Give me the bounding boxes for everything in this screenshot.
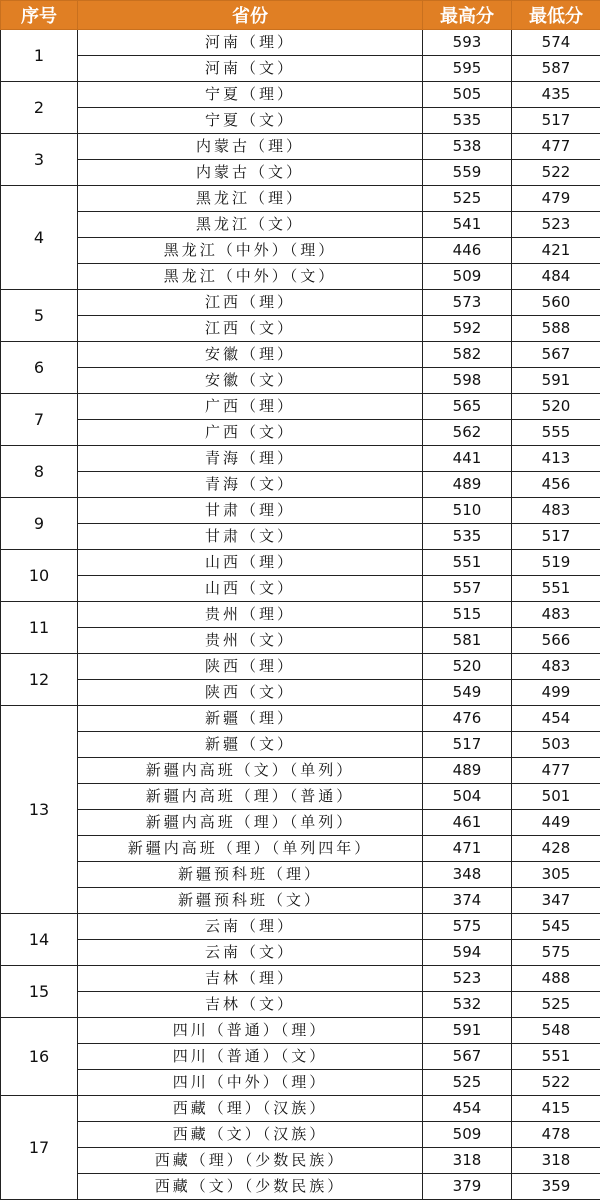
province-cell: 安徽（理） bbox=[78, 342, 423, 368]
max-score-cell: 592 bbox=[423, 316, 512, 342]
province-cell: 新疆内高班（理）（单列四年） bbox=[78, 836, 423, 862]
table-row bbox=[1, 420, 600, 446]
max-score-cell: 538 bbox=[423, 134, 512, 160]
province-cell: 新疆内高班（文）（单列） bbox=[78, 758, 423, 784]
max-score-cell: 582 bbox=[423, 342, 512, 368]
max-score-cell: 515 bbox=[423, 602, 512, 628]
max-score-cell: 549 bbox=[423, 680, 512, 706]
max-score-cell: 348 bbox=[423, 862, 512, 888]
min-score-cell: 551 bbox=[512, 1044, 600, 1070]
max-score-cell: 591 bbox=[423, 1018, 512, 1044]
min-score-cell: 591 bbox=[512, 368, 600, 394]
min-score-cell: 555 bbox=[512, 420, 600, 446]
max-score-cell: 541 bbox=[423, 212, 512, 238]
table-row bbox=[1, 134, 600, 160]
table-row bbox=[1, 108, 600, 134]
province-cell: 青海（理） bbox=[78, 446, 423, 472]
table-row bbox=[1, 212, 600, 238]
min-score-cell: 483 bbox=[512, 498, 600, 524]
min-score-cell: 566 bbox=[512, 628, 600, 654]
table-row bbox=[1, 1148, 600, 1174]
table-row bbox=[1, 758, 600, 784]
max-score-cell: 379 bbox=[423, 1174, 512, 1200]
max-score-cell: 505 bbox=[423, 82, 512, 108]
province-cell: 四川（普通）（文） bbox=[78, 1044, 423, 1070]
row-index-cell: 6 bbox=[1, 342, 78, 394]
province-cell: 黑龙江（中外）（文） bbox=[78, 264, 423, 290]
table-row bbox=[1, 524, 600, 550]
max-score-cell: 525 bbox=[423, 1070, 512, 1096]
min-score-cell: 587 bbox=[512, 56, 600, 82]
min-score-cell: 347 bbox=[512, 888, 600, 914]
min-score-cell: 305 bbox=[512, 862, 600, 888]
min-score-cell: 501 bbox=[512, 784, 600, 810]
header-row bbox=[1, 1, 600, 30]
row-index-cell: 2 bbox=[1, 82, 78, 134]
header-min-score: 最低分 bbox=[512, 1, 600, 30]
max-score-cell: 581 bbox=[423, 628, 512, 654]
min-score-cell: 449 bbox=[512, 810, 600, 836]
row-index-cell: 5 bbox=[1, 290, 78, 342]
table-row bbox=[1, 576, 600, 602]
min-score-cell: 503 bbox=[512, 732, 600, 758]
min-score-cell: 548 bbox=[512, 1018, 600, 1044]
province-cell: 贵州（理） bbox=[78, 602, 423, 628]
min-score-cell: 560 bbox=[512, 290, 600, 316]
row-index-cell: 16 bbox=[1, 1018, 78, 1096]
max-score-cell: 441 bbox=[423, 446, 512, 472]
table-row bbox=[1, 940, 600, 966]
province-cell: 江西（理） bbox=[78, 290, 423, 316]
min-score-cell: 522 bbox=[512, 160, 600, 186]
max-score-cell: 535 bbox=[423, 108, 512, 134]
table-row bbox=[1, 810, 600, 836]
province-cell: 云南（理） bbox=[78, 914, 423, 940]
min-score-cell: 488 bbox=[512, 966, 600, 992]
min-score-cell: 575 bbox=[512, 940, 600, 966]
min-score-cell: 551 bbox=[512, 576, 600, 602]
min-score-cell: 517 bbox=[512, 108, 600, 134]
row-index-cell: 17 bbox=[1, 1096, 78, 1200]
province-cell: 内蒙古（理） bbox=[78, 134, 423, 160]
min-score-cell: 517 bbox=[512, 524, 600, 550]
table-row bbox=[1, 238, 600, 264]
table-row bbox=[1, 1070, 600, 1096]
max-score-cell: 520 bbox=[423, 654, 512, 680]
max-score-cell: 594 bbox=[423, 940, 512, 966]
min-score-cell: 477 bbox=[512, 758, 600, 784]
min-score-cell: 545 bbox=[512, 914, 600, 940]
province-cell: 西藏（文）（少数民族） bbox=[78, 1174, 423, 1200]
max-score-cell: 575 bbox=[423, 914, 512, 940]
province-cell: 黑龙江（中外）（理） bbox=[78, 238, 423, 264]
max-score-cell: 476 bbox=[423, 706, 512, 732]
province-cell: 广西（文） bbox=[78, 420, 423, 446]
province-cell: 宁夏（理） bbox=[78, 82, 423, 108]
max-score-cell: 535 bbox=[423, 524, 512, 550]
province-cell: 广西（理） bbox=[78, 394, 423, 420]
table-row bbox=[1, 290, 600, 316]
province-cell: 吉林（理） bbox=[78, 966, 423, 992]
table-row bbox=[1, 602, 600, 628]
table-row bbox=[1, 1044, 600, 1070]
province-cell: 新疆内高班（理）（普通） bbox=[78, 784, 423, 810]
table-row bbox=[1, 1096, 600, 1122]
max-score-cell: 446 bbox=[423, 238, 512, 264]
table-row bbox=[1, 82, 600, 108]
min-score-cell: 567 bbox=[512, 342, 600, 368]
min-score-cell: 574 bbox=[512, 30, 600, 56]
province-cell: 四川（中外）（理） bbox=[78, 1070, 423, 1096]
header-index: 序号 bbox=[1, 1, 78, 30]
table-row bbox=[1, 30, 600, 56]
max-score-cell: 595 bbox=[423, 56, 512, 82]
row-index-cell: 12 bbox=[1, 654, 78, 706]
province-cell: 青海（文） bbox=[78, 472, 423, 498]
min-score-cell: 523 bbox=[512, 212, 600, 238]
header-max-score: 最高分 bbox=[423, 1, 512, 30]
table-row bbox=[1, 316, 600, 342]
province-cell: 黑龙江（文） bbox=[78, 212, 423, 238]
min-score-cell: 519 bbox=[512, 550, 600, 576]
row-index-cell: 8 bbox=[1, 446, 78, 498]
max-score-cell: 517 bbox=[423, 732, 512, 758]
province-cell: 陕西（文） bbox=[78, 680, 423, 706]
max-score-cell: 461 bbox=[423, 810, 512, 836]
row-index-cell: 15 bbox=[1, 966, 78, 1018]
province-cell: 新疆（文） bbox=[78, 732, 423, 758]
min-score-cell: 359 bbox=[512, 1174, 600, 1200]
max-score-cell: 565 bbox=[423, 394, 512, 420]
table-row bbox=[1, 1122, 600, 1148]
min-score-cell: 520 bbox=[512, 394, 600, 420]
table-row bbox=[1, 56, 600, 82]
province-cell: 新疆内高班（理）（单列） bbox=[78, 810, 423, 836]
max-score-cell: 510 bbox=[423, 498, 512, 524]
table-row bbox=[1, 654, 600, 680]
min-score-cell: 456 bbox=[512, 472, 600, 498]
table-row bbox=[1, 472, 600, 498]
min-score-cell: 484 bbox=[512, 264, 600, 290]
row-index-cell: 13 bbox=[1, 706, 78, 914]
min-score-cell: 477 bbox=[512, 134, 600, 160]
table-row bbox=[1, 888, 600, 914]
row-index-cell: 10 bbox=[1, 550, 78, 602]
min-score-cell: 318 bbox=[512, 1148, 600, 1174]
min-score-cell: 421 bbox=[512, 238, 600, 264]
province-cell: 宁夏（文） bbox=[78, 108, 423, 134]
max-score-cell: 489 bbox=[423, 758, 512, 784]
province-cell: 新疆预科班（理） bbox=[78, 862, 423, 888]
max-score-cell: 504 bbox=[423, 784, 512, 810]
min-score-cell: 588 bbox=[512, 316, 600, 342]
table-body bbox=[1, 30, 600, 1200]
table-row bbox=[1, 628, 600, 654]
row-index-cell: 11 bbox=[1, 602, 78, 654]
province-cell: 安徽（文） bbox=[78, 368, 423, 394]
province-cell: 新疆（理） bbox=[78, 706, 423, 732]
row-index-cell: 9 bbox=[1, 498, 78, 550]
max-score-cell: 559 bbox=[423, 160, 512, 186]
table-row bbox=[1, 992, 600, 1018]
province-cell: 陕西（理） bbox=[78, 654, 423, 680]
table-row bbox=[1, 186, 600, 212]
province-cell: 西藏（理）（少数民族） bbox=[78, 1148, 423, 1174]
province-cell: 江西（文） bbox=[78, 316, 423, 342]
table-row bbox=[1, 446, 600, 472]
table-row bbox=[1, 914, 600, 940]
province-cell: 河南（文） bbox=[78, 56, 423, 82]
min-score-cell: 522 bbox=[512, 1070, 600, 1096]
province-cell: 新疆预科班（文） bbox=[78, 888, 423, 914]
row-index-cell: 4 bbox=[1, 186, 78, 290]
province-cell: 山西（文） bbox=[78, 576, 423, 602]
max-score-cell: 509 bbox=[423, 264, 512, 290]
max-score-cell: 551 bbox=[423, 550, 512, 576]
province-cell: 黑龙江（理） bbox=[78, 186, 423, 212]
min-score-cell: 428 bbox=[512, 836, 600, 862]
row-index-cell: 7 bbox=[1, 394, 78, 446]
table-row bbox=[1, 706, 600, 732]
min-score-cell: 415 bbox=[512, 1096, 600, 1122]
row-index-cell: 14 bbox=[1, 914, 78, 966]
min-score-cell: 413 bbox=[512, 446, 600, 472]
table-row bbox=[1, 966, 600, 992]
table-row bbox=[1, 1018, 600, 1044]
province-cell: 河南（理） bbox=[78, 30, 423, 56]
province-cell: 西藏（理）（汉族） bbox=[78, 1096, 423, 1122]
row-index-cell: 3 bbox=[1, 134, 78, 186]
table-row bbox=[1, 264, 600, 290]
province-cell: 四川（普通）（理） bbox=[78, 1018, 423, 1044]
min-score-cell: 479 bbox=[512, 186, 600, 212]
max-score-cell: 374 bbox=[423, 888, 512, 914]
table-row bbox=[1, 368, 600, 394]
province-cell: 甘肃（理） bbox=[78, 498, 423, 524]
min-score-cell: 478 bbox=[512, 1122, 600, 1148]
table-row bbox=[1, 784, 600, 810]
table-row bbox=[1, 498, 600, 524]
table-row bbox=[1, 862, 600, 888]
table-row bbox=[1, 732, 600, 758]
max-score-cell: 471 bbox=[423, 836, 512, 862]
min-score-cell: 483 bbox=[512, 654, 600, 680]
header-province: 省份 bbox=[78, 1, 423, 30]
table-row bbox=[1, 680, 600, 706]
max-score-cell: 557 bbox=[423, 576, 512, 602]
table-row bbox=[1, 394, 600, 420]
max-score-cell: 318 bbox=[423, 1148, 512, 1174]
table-row bbox=[1, 160, 600, 186]
max-score-cell: 532 bbox=[423, 992, 512, 1018]
table-row bbox=[1, 342, 600, 368]
min-score-cell: 454 bbox=[512, 706, 600, 732]
max-score-cell: 509 bbox=[423, 1122, 512, 1148]
max-score-cell: 523 bbox=[423, 966, 512, 992]
max-score-cell: 598 bbox=[423, 368, 512, 394]
min-score-cell: 435 bbox=[512, 82, 600, 108]
min-score-cell: 499 bbox=[512, 680, 600, 706]
province-cell: 内蒙古（文） bbox=[78, 160, 423, 186]
province-cell: 西藏（文）（汉族） bbox=[78, 1122, 423, 1148]
province-cell: 甘肃（文） bbox=[78, 524, 423, 550]
max-score-cell: 454 bbox=[423, 1096, 512, 1122]
max-score-cell: 573 bbox=[423, 290, 512, 316]
max-score-cell: 593 bbox=[423, 30, 512, 56]
max-score-cell: 562 bbox=[423, 420, 512, 446]
table-row bbox=[1, 550, 600, 576]
province-cell: 云南（文） bbox=[78, 940, 423, 966]
province-cell: 贵州（文） bbox=[78, 628, 423, 654]
max-score-cell: 525 bbox=[423, 186, 512, 212]
province-cell: 吉林（文） bbox=[78, 992, 423, 1018]
row-index-cell: 1 bbox=[1, 30, 78, 82]
table-row bbox=[1, 836, 600, 862]
table-row bbox=[1, 1174, 600, 1200]
max-score-cell: 489 bbox=[423, 472, 512, 498]
province-cell: 山西（理） bbox=[78, 550, 423, 576]
max-score-cell: 567 bbox=[423, 1044, 512, 1070]
min-score-cell: 483 bbox=[512, 602, 600, 628]
min-score-cell: 525 bbox=[512, 992, 600, 1018]
